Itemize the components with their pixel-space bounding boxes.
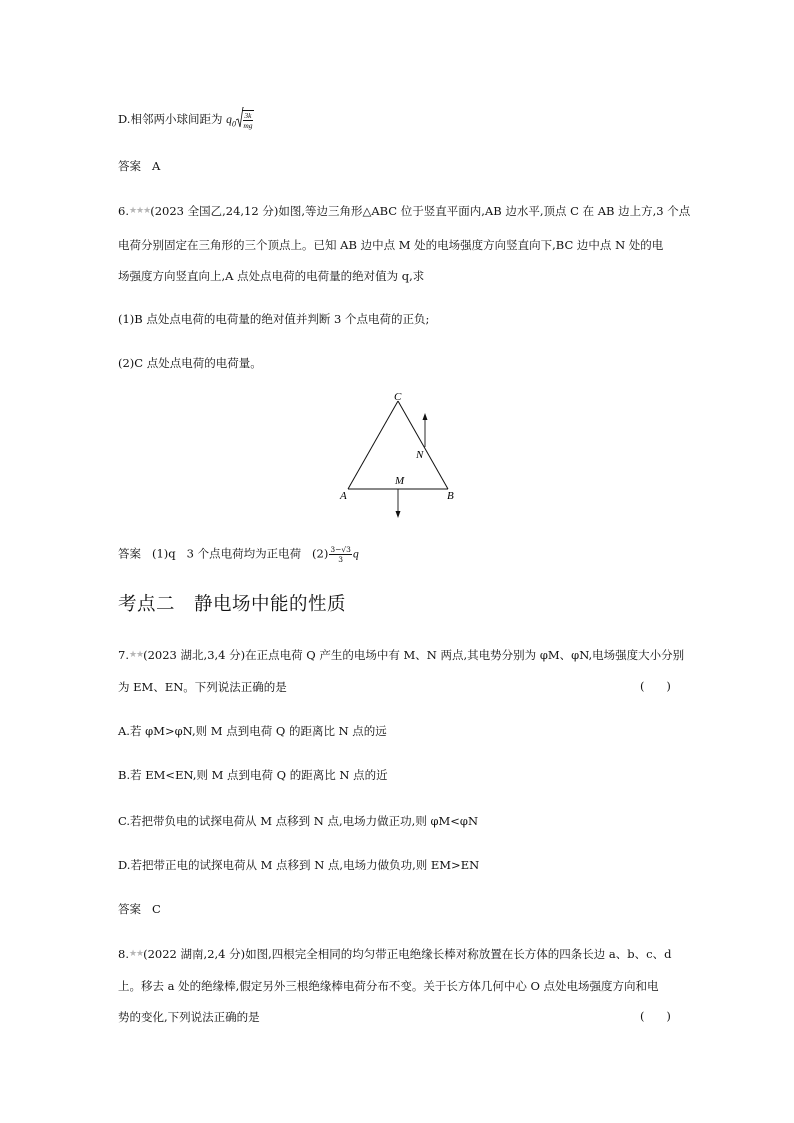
section-heading: 考点二 静电场中能的性质 bbox=[118, 594, 347, 615]
sqrt-expression: $\frac{3k}{mg}$ bbox=[236, 110, 253, 130]
difficulty-stars-icon: ★★ bbox=[128, 949, 144, 959]
edge-ac bbox=[348, 401, 398, 489]
q7-option-b: B.若 EM<EN,则 M 点到电荷 Q 的距离比 N 点的近 bbox=[118, 768, 388, 782]
q7-option-d: D.若把带正电的试探电荷从 M 点移到 N 点,电场力做负功,则 EM>EN bbox=[118, 858, 480, 872]
q6-line2: 电荷分别固定在三角形的三个顶点上。已知 AB 边中点 M 处的电场强度方向竖直向下,BC 边中点 N 处的电 bbox=[118, 238, 664, 252]
answer-blank: ( ) bbox=[640, 1009, 671, 1023]
q8-line2: 上。移去 a 处的绝缘棒,假定另外三根绝缘棒电荷分布不变。关于长方体几何中心 O 点处电场强度方向和电 bbox=[118, 979, 659, 993]
radical-sign bbox=[236, 107, 244, 129]
label-c: C bbox=[394, 391, 402, 403]
q7-line1: 7.★★(2023 湖北,3,4 分)在正点电荷 Q 产生的电场中有 M、N 两点,其电势分别为 φM、φN,电场强度大小分别 bbox=[118, 648, 685, 662]
label-b: B bbox=[447, 490, 454, 502]
edge-cb bbox=[398, 401, 448, 489]
answer-7: 答案 C bbox=[118, 902, 161, 916]
option-d-prev: D.相邻两小球间距为 $q_0$ $\frac{3k}{mg}$ bbox=[118, 110, 678, 132]
answer-6: 答案 (1)q 3 个点电荷均为正电荷 (2) $\frac{3-√3}{3}$ q bbox=[118, 545, 359, 564]
q7-option-a: A.若 φM>φN,则 M 点到电荷 Q 的距离比 N 点的远 bbox=[118, 724, 387, 738]
q7-option-c: C.若把带负电的试探电荷从 M 点移到 N 点,电场力做正功,则 φM<φN bbox=[118, 814, 479, 828]
arrow-head-down-icon bbox=[396, 511, 401, 518]
q6-sub2: (2)C 点处点电荷的电荷量。 bbox=[118, 356, 262, 370]
answer-5: 答案 A bbox=[118, 159, 161, 173]
q6-sub1: (1)B 点处点电荷的电荷量的绝对值并判断 3 个点电荷的正负; bbox=[118, 312, 430, 326]
arrow-head-up-icon bbox=[423, 413, 428, 420]
q6-line1: 6.★★★(2023 全国乙,24,12 分)如图,等边三角形△ABC 位于竖直平面内,AB 边水平,顶点 C 在 AB 边上方,3 个点 bbox=[118, 204, 691, 218]
triangle-figure bbox=[332, 385, 472, 525]
label-n: N bbox=[416, 449, 424, 461]
q8-line1: 8.★★(2022 湖南,2,4 分)如图,四根完全相同的均匀带正电绝缘长棒对称放置在长方体的四条长边 a、b、c、d bbox=[118, 947, 672, 961]
q7-line2: 为 EM、EN。下列说法正确的是 bbox=[118, 680, 287, 694]
difficulty-stars-icon: ★★★ bbox=[128, 206, 151, 216]
q8-line3: 势的变化,下列说法正确的是 bbox=[118, 1010, 260, 1024]
label-m: M bbox=[395, 475, 405, 487]
q6-line3: 场强度方向竖直向上,A 点处点电荷的电荷量的绝对值为 q,求 bbox=[118, 269, 425, 283]
answer-blank: ( ) bbox=[640, 679, 671, 693]
difficulty-stars-icon: ★★ bbox=[128, 650, 144, 660]
label-a: A bbox=[340, 490, 347, 502]
